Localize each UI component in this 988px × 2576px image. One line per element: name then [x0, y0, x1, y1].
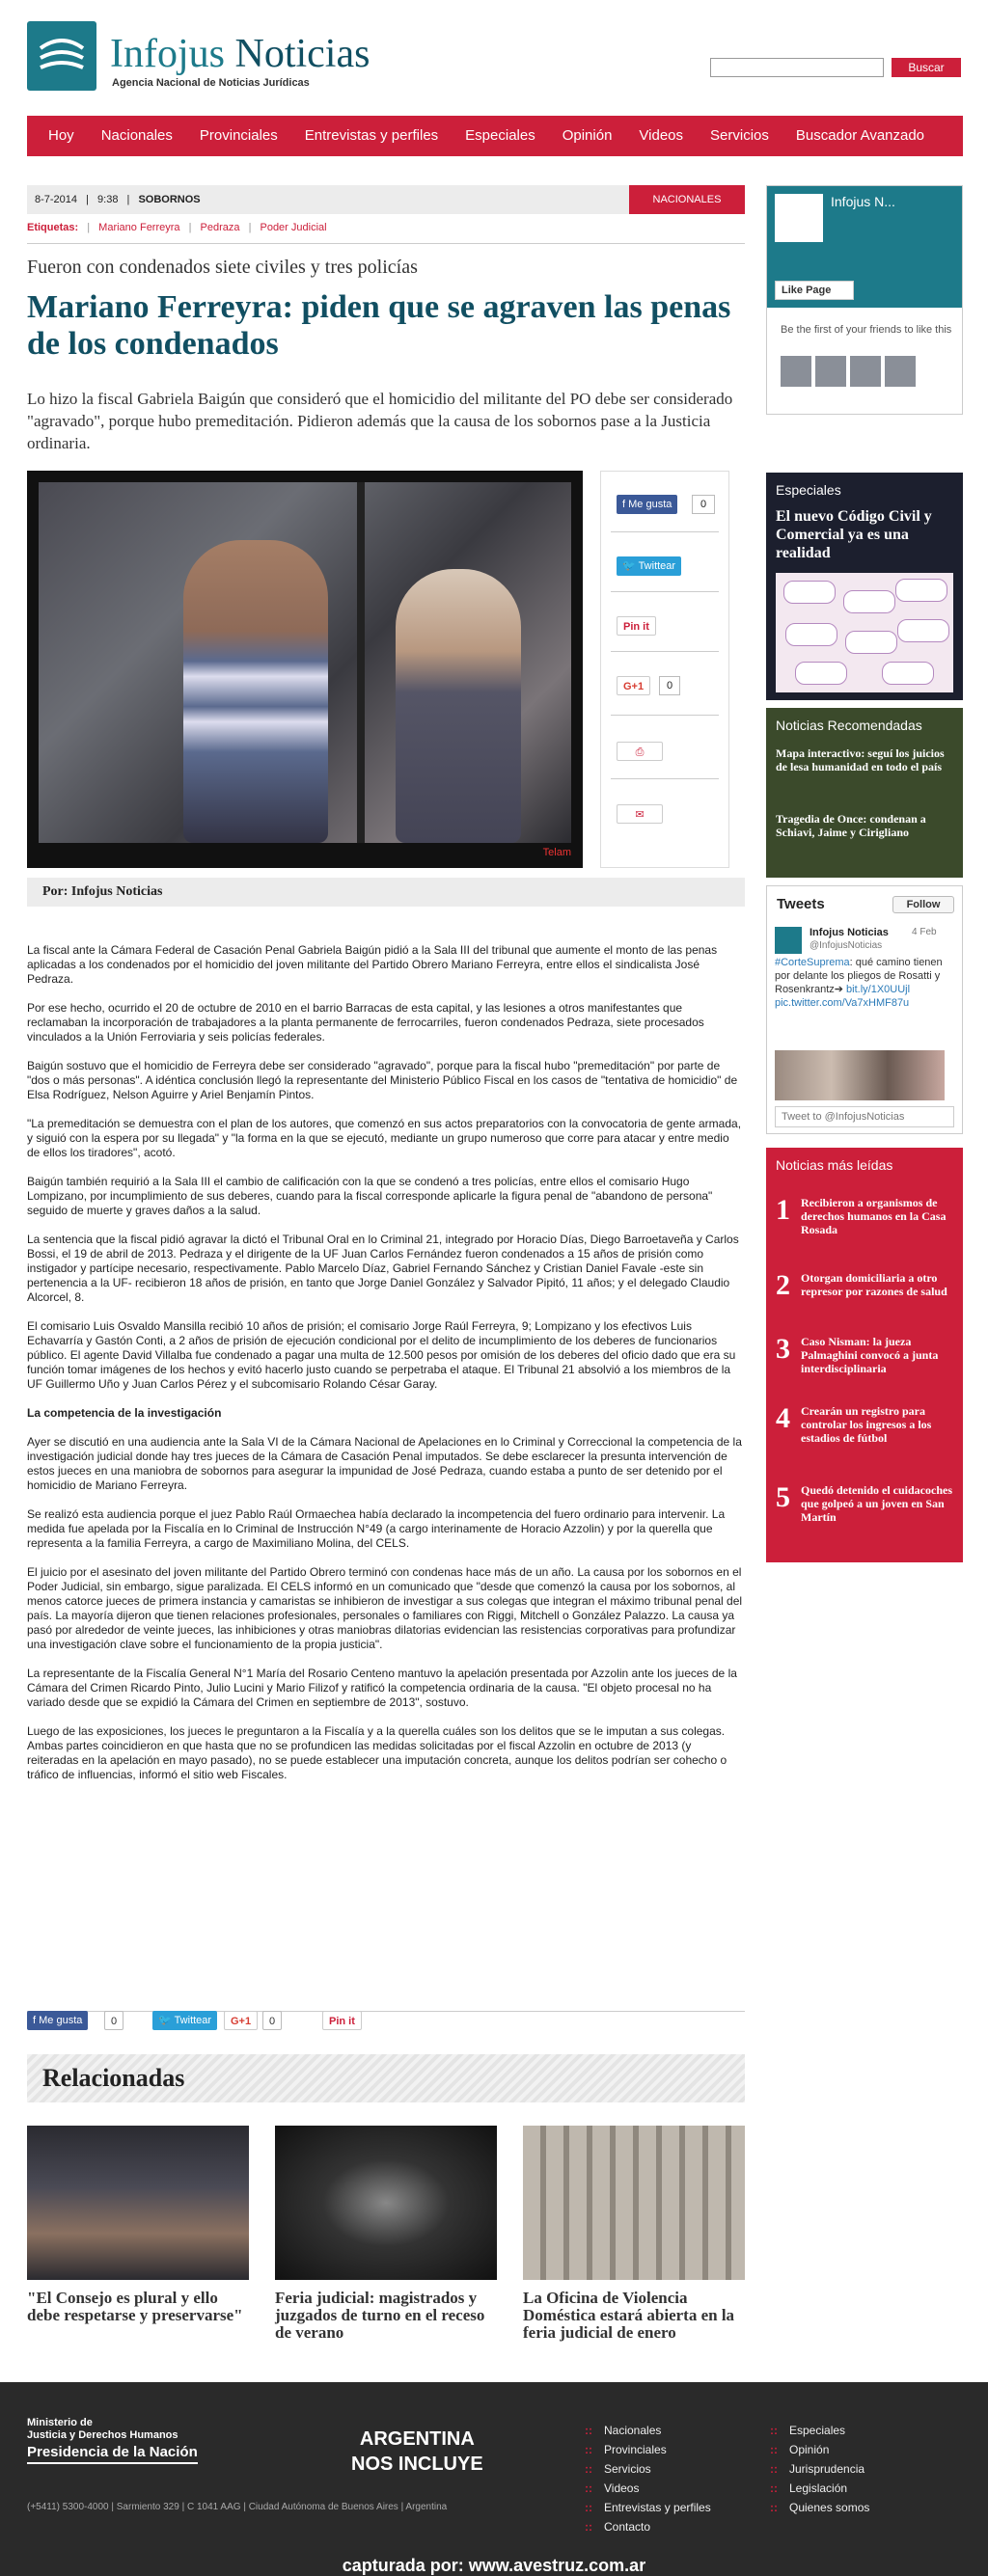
paragraph: "La premeditación se demuestra con el plan de los autores, que comenzó en sus actos preparatorios con la convocatoria de gente armada, y siguió con la espera por su llegada" y "la forma en la que se ejecutó, mediante un grupo numeroso que corre para atacar y entre medio de ellos los tiradores", acotó.: [27, 1117, 742, 1159]
logo-title[interactable]: [110, 31, 370, 77]
related-image: [275, 2126, 497, 2280]
photo-credit: Telam: [542, 847, 571, 858]
paragraph: Por ese hecho, ocurrido el 20 de octubre de 2010 en el barrio Barracas de esta capital, y las lesiones a otros manifestantes que reclamaban la incorporación de trabajadores a la planta permanente de ferrocarriles, fueron condenados Pedraza, siete procesados vinculados a la Unión Ferroviaria y seis policías federales.: [27, 1001, 704, 1044]
article-meta: 8-7-2014 | 9:38 | SOBORNOS: [27, 185, 745, 214]
footer-link[interactable]: :: Videos: [585, 2479, 711, 2498]
footer-link[interactable]: :: Entrevistas y perfiles: [585, 2498, 711, 2517]
article-kicker: Fueron con condenados siete civiles y tres policías: [27, 257, 418, 278]
share-column: [600, 471, 729, 868]
recomendadas-heading: Noticias Recomendadas: [776, 718, 922, 733]
nav-item-hoy[interactable]: Hoy: [48, 127, 74, 144]
mas-leidas-title[interactable]: Quedó detenido el cuidacoches que golpeó a un joven en San Martín: [801, 1483, 953, 1524]
speech-bubble: [895, 579, 947, 602]
footer-link[interactable]: :: Opinión: [770, 2440, 869, 2459]
article-photo: [27, 471, 583, 868]
speech-bubble: [795, 662, 847, 685]
footer-link[interactable]: :: Contacto: [585, 2517, 711, 2536]
divider: [611, 778, 719, 779]
mas-leidas-heading: Noticias más leídas: [776, 1157, 893, 1173]
rank-number: 5: [776, 1481, 790, 1513]
speech-bubble: [843, 590, 895, 613]
divider: [611, 591, 719, 592]
paragraph: Se realizó esta audiencia porque el juez Pablo Raúl Ormaechea había declarado la incompetencia del fuero ordinario para intervenir. La medida fue apelada por la Fiscalía en lo Criminal de Instrucción N°49 (a cargo interinamente de Horacio Azzolin) y por la querella que representa a la familia Ferreyra, a cargo de Maximiliano Molina, del CELS.: [27, 1507, 726, 1550]
twitter-button[interactable]: 🐦 Twittear: [152, 2011, 217, 2030]
footer-link[interactable]: :: Quienes somos: [770, 2498, 869, 2517]
site-header: [27, 21, 963, 98]
arg-line: ARGENTINA: [359, 2428, 475, 2450]
search-button[interactable]: Buscar: [892, 58, 961, 77]
article-date: 8-7-2014: [35, 194, 78, 205]
facebook-page-widget: [766, 185, 963, 415]
nav-item-servicios[interactable]: Servicios: [710, 127, 769, 144]
article-labels: Etiquetas: | Mariano Ferreyra | Pedraza | Poder Judicial: [27, 222, 745, 244]
paragraph: Baigún sostuvo que el homicidio de Ferreyra debe ser considerado "agravado", porque para la fiscal hubo "premeditación" por parte de "dos o más personas". A idéntica conclusión llegó la representante del Ministerio Público Fiscal en los casos de "tentativa de homicidio" de Elsa Rodríguez, Nelson Aguirre y Ariel Benjamín Pintos.: [27, 1059, 738, 1101]
search-input[interactable]: [710, 58, 884, 77]
related-title[interactable]: "El Consejo es plural y ello debe respetarse y preservarse": [27, 2289, 243, 2324]
arg-line: NOS INCLUYE: [351, 2454, 483, 2475]
recomendada-link[interactable]: Mapa interactivo: seguí los juicios de lesa humanidad en todo el país: [776, 746, 945, 773]
related-image: [27, 2126, 249, 2280]
rank-number: 1: [776, 1194, 790, 1226]
fb-faces: [781, 356, 916, 387]
article-time: 9:38: [97, 194, 119, 205]
facebook-like-button[interactable]: f Me gusta: [617, 495, 677, 514]
footer-link[interactable]: :: Provinciales: [585, 2440, 711, 2459]
photo-image: [39, 482, 571, 843]
speech-bubble: [783, 581, 836, 604]
tw-label: Twittear: [638, 560, 676, 572]
main-nav: [27, 116, 963, 156]
footer-link[interactable]: :: Nacionales: [585, 2421, 711, 2440]
rank-number: 3: [776, 1333, 790, 1365]
paragraph: Luego de las exposiciones, los jueces le preguntaron a la Fiscalía y a la querella cuáles son los delitos que se le imputan a sus colegas. Ambas partes coincidieron en que hasta que no se profundicen las medidas solicitadas por el fiscal Azzolin en octubre de 2013 (y reiteradas en la apelación en mayo pasado), no se puede establecer una imputación concreta, aunque los delitos podrían ser cohecho o tráfico de influencias, informó el sitio web Fiscales.: [27, 1724, 727, 1781]
speech-bubble: [897, 619, 949, 642]
pinterest-button[interactable]: Pin it: [322, 2011, 362, 2030]
ministry-line: Justicia y Derechos Humanos: [27, 2429, 178, 2441]
fb-like-count: 0: [692, 495, 715, 514]
google-plus-button[interactable]: G+1: [617, 676, 650, 695]
tweet-text: [775, 956, 952, 1010]
tweet-link[interactable]: bit.ly/1X0UUjl pic.twitter.com/Va7xHMF87u: [775, 984, 911, 1009]
related-image: [523, 2126, 745, 2280]
especiales-box[interactable]: [766, 473, 963, 700]
paragraph: La fiscal ante la Cámara Federal de Casación Penal Gabriela Baigún pidió a la Sala III del tribunal que aumente el monto de las penas aplicadas a los condenados por el homicidio del joven militante del Partido Obrero Mariano Ferreyra, entre ellos el sindicalista José Pedraza.: [27, 943, 718, 986]
logo-bold: Noticias: [234, 32, 370, 76]
footer-argentina-logo[interactable]: [351, 2427, 483, 2477]
nav-item-nacionales[interactable]: Nacionales: [100, 127, 173, 144]
nav-item-videos[interactable]: Videos: [639, 127, 684, 144]
tweet-image[interactable]: [775, 1050, 945, 1100]
fb-like-page-button[interactable]: Like Page: [775, 281, 854, 300]
article-section: SOBORNOS: [138, 194, 201, 205]
related-card[interactable]: [523, 2126, 745, 2342]
avatar[interactable]: [815, 356, 846, 387]
mas-leidas-box: [766, 1148, 963, 1562]
tweet-body: : qué camino tienen por delante los pliegos de Rosatti y Rosenkrantz➔: [775, 957, 943, 995]
paragraph: El juicio por el asesinato del joven militante del Partido Obrero terminó con condenas hace más de un año. La causa por los sobornos en el Poder Judicial, sin embargo, sigue paralizada. El CELS informó en un comunicado que "desde que comenzó la causa por los sobornos, al menos catorce jueces de primera instancia y camaristas se inhibieron de investigar a sus colegas que integran el máximo tribunal penal del país. La mayoría dijeron que tienen relaciones profesionales, personales o familiares con Riggi, Mitchell o González Palazzo. La causa ya pasó por alrededor de veinte jueces, las inhibiciones y otras maniobras dilatorias evidencian las resistencias corporativas para profundizar una investigación clave sobre el funcionamiento de la propia justicia".: [27, 1565, 743, 1651]
mas-leidas-title[interactable]: Otorgan domiciliaria a otro represor por razones de salud: [801, 1271, 947, 1298]
mas-leidas-title[interactable]: Caso Nisman: la jueza Palmaghini convocó a junta interdisciplinaria: [801, 1335, 939, 1375]
speech-bubble: [785, 623, 837, 646]
capture-credit: capturada por: www.avestruz.com.ar: [342, 2556, 646, 2575]
footer-link[interactable]: :: Legislación: [770, 2479, 869, 2498]
especiales-image[interactable]: [776, 573, 953, 692]
fb-page-name[interactable]: Infojus N...: [831, 194, 895, 209]
footer-presidencia[interactable]: Presidencia de la Nación: [27, 2444, 198, 2464]
footer-ministry: [27, 2417, 178, 2442]
article-body: [27, 943, 745, 1797]
footer-link[interactable]: :: Jurisprudencia: [770, 2459, 869, 2479]
tweet-date: 4 Feb: [912, 927, 937, 937]
related-title[interactable]: La Oficina de Violencia Doméstica estará abierta en la feria judicial de enero: [523, 2289, 735, 2342]
tweet-author[interactable]: Infojus Noticias: [810, 927, 889, 938]
speech-bubble: [882, 662, 934, 685]
especiales-title[interactable]: El nuevo Código Civil y Comercial ya es una realidad: [776, 508, 932, 561]
twitter-button[interactable]: 🐦 Twittear: [617, 556, 681, 576]
footer-address: (+5411) 5300-4000 | Sarmiento 329 | C 1041 AAG | Ciudad Autónoma de Buenos Aires | Argentina: [27, 2502, 448, 2512]
paragraph: Ayer se discutió en una audiencia ante la Sala VI de la Cámara Nacional de Apelaciones en lo Criminal y Correccional la competencia de la investigación judicial donde hay tres jueces de la Cámara de Casación Penal imputados. Se debe esclarecer la presunta intervención de estos jueces en una maniobra de sobornos para asegurar la impunidad de José Pedraza, cuando estaba a punto de ser detenido por el homicidio de Mariano Ferreyra.: [27, 1435, 742, 1492]
fb-like-label: Me gusta: [628, 499, 672, 510]
article-author: Por: Infojus Noticias: [27, 878, 745, 907]
logo-main: Infojus: [110, 32, 225, 76]
fb-like-count: 0: [104, 2011, 124, 2030]
facebook-like-button[interactable]: f Me gusta: [27, 2011, 88, 2030]
email-icon[interactable]: ✉: [617, 804, 663, 824]
rank-number: 2: [776, 1269, 790, 1301]
related-card[interactable]: [275, 2126, 497, 2342]
google-plus-count: 0: [262, 2011, 282, 2030]
print-icon[interactable]: ⎙: [617, 742, 663, 761]
footer-links-1: [585, 2421, 711, 2536]
tweets-heading: Tweets: [777, 896, 825, 912]
nav-item-provinciales[interactable]: Provinciales: [199, 127, 278, 144]
related-heading: Relacionadas: [27, 2054, 745, 2102]
divider: [611, 531, 719, 532]
rank-number: 4: [776, 1402, 790, 1434]
paragraph: La sentencia que la fiscal pidió agravar la dictó el Tribunal Oral en lo Criminal 21, integrado por Horacio Días, Diego Barroetaveña y Carlos Bossi, el 19 de abril de 2013. Pedraza y el dirigente de la UF Juan Carlos Fernández fueron condenados a 15 años de prisión como instigador y partícipe necesario, respectivamente. Pablo Marcelo Díaz, Gabriel Fernando Sánchez y Cristian Daniel Favale -este sin pertenencia a la UF- recibieron 18 años de prisión, en tanto que Jorge Daniel González y Salvador Pipitó, 11 años; y el delegado Claudio Alcorcel, 8.: [27, 1233, 739, 1304]
mas-leidas-title[interactable]: Recibieron a organismos de derechos humanos en la Casa Rosada: [801, 1196, 947, 1236]
twitter-widget: [766, 885, 963, 1134]
pinterest-button[interactable]: Pin it: [617, 616, 656, 636]
nav-item-opinion[interactable]: Opinión: [562, 127, 613, 144]
nav-item-entrevistas[interactable]: Entrevistas y perfiles: [304, 127, 439, 144]
ministry-line: Ministerio de: [27, 2417, 93, 2428]
avatar[interactable]: [781, 356, 811, 387]
fb-like-label: Me gusta: [39, 2015, 83, 2026]
label-link[interactable]: Pedraza: [200, 222, 240, 233]
tweet-to-input[interactable]: Tweet to @InfojusNoticias: [775, 1106, 954, 1127]
footer-link[interactable]: :: Especiales: [770, 2421, 869, 2440]
fb-page-avatar: [775, 194, 823, 242]
tweet-handle[interactable]: @InfojusNoticias: [810, 940, 883, 951]
photo-figure: [183, 540, 328, 843]
especiales-heading: Especiales: [776, 482, 841, 498]
paragraph: La representante de la Fiscalía General N°1 María del Rosario Centeno mantuvo la apelación presentada por Azzolin ante los jueces de la Cámara del Crimen Ricardo Pinto, Julio Lucini y Mario Filizof y ratificó la competencia ordinaria de la causa. "El objeto procesal no ha variado desde que se expidió la Cámara del Crimen en septiembre de 2013", sostuvo.: [27, 1667, 737, 1709]
site-logo-icon[interactable]: [27, 21, 96, 91]
photo-figure: [396, 569, 521, 843]
tw-label: Twittear: [174, 2015, 212, 2026]
follow-button[interactable]: Follow: [892, 896, 954, 913]
google-plus-count: 0: [659, 676, 680, 695]
label-link[interactable]: Mariano Ferreyra: [98, 222, 180, 233]
nav-item-especiales[interactable]: Especiales: [465, 127, 535, 144]
avatar[interactable]: [775, 927, 802, 954]
labels-head: Etiquetas:: [27, 222, 79, 233]
avatar[interactable]: [885, 356, 916, 387]
paragraph: Baigún también requirió a la Sala III el cambio de calificación con la que se condenó a tres policías, entre ellos el comisario Hugo Lompizano, por incumplimiento de sus deberes, cuando para la fiscal corresponde aplicarle la figura penal de "abandono de persona" seguido de muerte y graves daños a la salud.: [27, 1175, 713, 1217]
site-footer: [0, 2382, 988, 2576]
divider: [611, 651, 719, 652]
footer-link[interactable]: :: Servicios: [585, 2459, 711, 2479]
google-plus-button[interactable]: G+1: [224, 2011, 258, 2030]
article-lead: Lo hizo la fiscal Gabriela Baigún que consideró que el homicidio del militante del PO debe ser considerado "agravado", porque hubo premeditación. Pidieron además que la causa de los sobornos pase a la Justicia ordinaria.: [27, 390, 733, 452]
article-subhead: La competencia de la investigación: [27, 1406, 222, 1420]
paragraph: El comisario Luis Osvaldo Mansilla recibió 10 años de prisión; el comisario Jorge Raúl Ferreyra, 9; Lompizano y los efectivos Luis Echavarría y Gastón Conti, a 2 años de prisión de ejecución condicional por el delito de incumplimiento de los deberes de funcionarios público. El agente David Villalba fue condenado a pagar una multa de 12.500 pesos por omisión de los deberes del oficio dado que era su función tomar imágenes de los hechos y evitó hacerlo justo cuando se perpetraba el ataque. El Tribunal 21 absolvió a los miembros de la UF Guillermo Uño y Juan Carlos Pérez y el subcomisario Rolando César Garay.: [27, 1319, 736, 1391]
related-title[interactable]: Feria judicial: magistrados y juzgados de turno en el receso de verano: [275, 2289, 485, 2342]
fb-friends-text: Be the first of your friends to like this: [781, 324, 952, 336]
divider: [611, 715, 719, 716]
photo-bar: [357, 482, 365, 843]
speech-bubble: [845, 631, 897, 654]
bottom-share-divider: [27, 2011, 745, 2034]
label-link[interactable]: Poder Judicial: [260, 222, 327, 233]
related-card[interactable]: [27, 2126, 249, 2324]
category-badge[interactable]: NACIONALES: [629, 185, 745, 214]
recomendadas-box: [766, 708, 963, 878]
recomendada-link[interactable]: Tragedia de Once: condenan a Schiavi, Jaime y Cirigliano: [776, 812, 926, 839]
nav-item-buscador[interactable]: Buscador Avanzado: [795, 127, 925, 144]
footer-links-2: [770, 2421, 869, 2517]
mas-leidas-title[interactable]: Crearán un registro para controlar los ingresos a los estadios de fútbol: [801, 1404, 932, 1445]
avatar[interactable]: [850, 356, 881, 387]
tweet-hashtag[interactable]: #CorteSuprema: [775, 957, 850, 968]
page-title: Mariano Ferreyra: piden que se agraven las penas de los condenados: [27, 289, 731, 362]
logo-subtitle: Agencia Nacional de Noticias Jurídicas: [112, 77, 310, 89]
